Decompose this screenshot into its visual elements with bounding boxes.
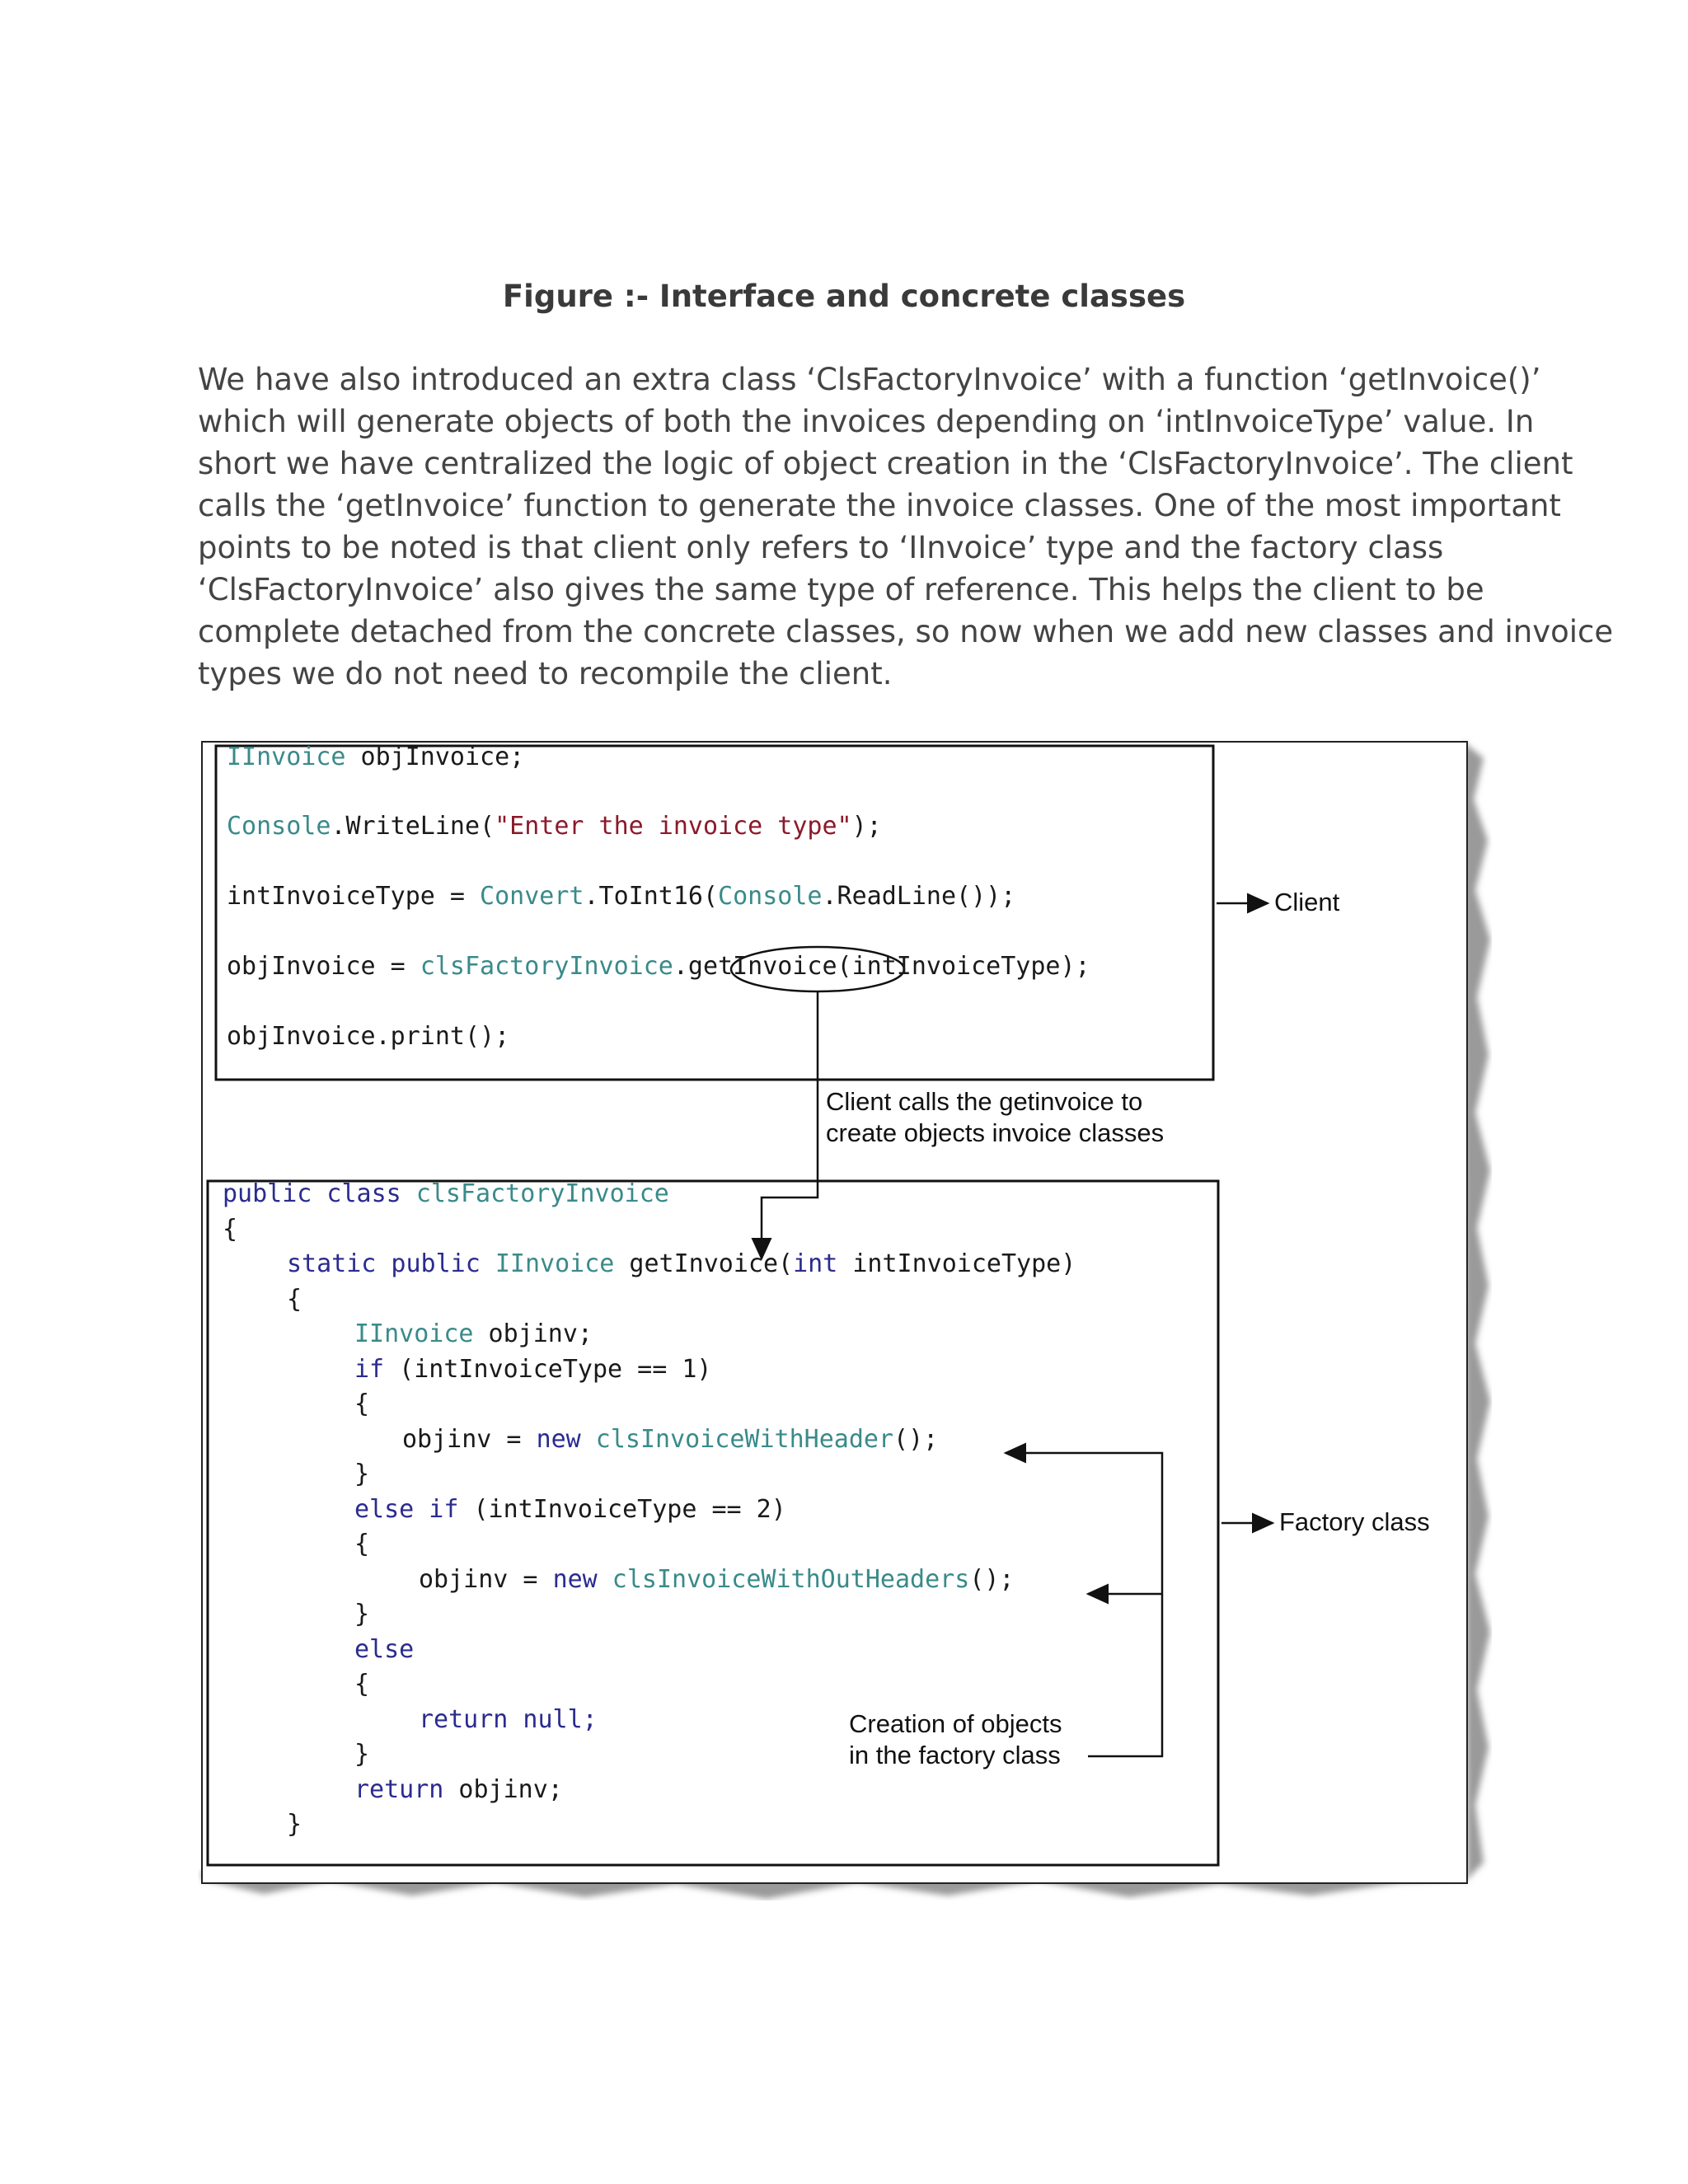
client-code-line-4 (227, 953, 1090, 981)
code-text-token: .ToInt16( (584, 882, 719, 911)
factory-class-label: Factory class (1279, 1507, 1430, 1536)
factory-code-line-2 (223, 1216, 237, 1244)
code-text-token: } (354, 1740, 370, 1769)
code-string-token: "Enter the invoice type" (495, 812, 852, 841)
code-keyword-token: if (354, 1355, 385, 1384)
figure-caption: Figure :- Interface and concrete classes (502, 279, 1186, 314)
paragraph-line: points to be noted is that client only refers to ‘IInvoice’ type and the factory class (198, 530, 1444, 565)
client-code-line-5 (227, 1023, 509, 1051)
factory-code-line-13 (354, 1601, 369, 1629)
code-text-token: } (354, 1600, 370, 1629)
calls-note-line-1: Client calls the getinvoice to (826, 1087, 1143, 1116)
code-text-token: { (223, 1215, 238, 1244)
code-text-token: objInvoice; (345, 743, 525, 771)
factory-code-line-3 (287, 1250, 1076, 1278)
client-label: Client (1274, 888, 1340, 916)
code-text-token: (); (893, 1425, 939, 1454)
factory-code-line-9 (354, 1460, 369, 1488)
factory-code-line-5 (354, 1320, 593, 1348)
code-text-token: objInvoice.print(); (227, 1022, 510, 1051)
paragraph-line: types we do not need to recompile the client. (198, 656, 893, 691)
paragraph-line: We have also introduced an extra class ‘ClsFactoryInvoice’ with a function ‘getInvoice()’ (198, 362, 1541, 397)
code-text-token: intInvoiceType) (837, 1249, 1076, 1278)
factory-code-line-16 (419, 1706, 598, 1734)
client-code-line-1 (227, 743, 524, 771)
calls-note-line-2: create objects invoice classes (826, 1118, 1165, 1147)
code-type-token: Console (718, 882, 823, 911)
factory-code-line-4 (287, 1286, 302, 1314)
code-text-token: .ReadLine()); (822, 882, 1016, 911)
factory-code-line-14 (354, 1636, 414, 1664)
code-keyword-token: int (793, 1249, 838, 1278)
factory-code-line-6 (354, 1356, 711, 1384)
code-text-token: . (673, 952, 688, 981)
paragraph-line: ‘ClsFactoryInvoice’ also gives the same type of reference. This helps the client to be (198, 572, 1484, 607)
code-type-token: clsInvoiceWithOutHeaders (597, 1565, 970, 1594)
creation-note-line-2: in the factory class (849, 1741, 1061, 1769)
factory-code-line-18 (354, 1776, 563, 1804)
code-keyword-token: new (536, 1425, 581, 1454)
factory-code-line-8 (402, 1426, 938, 1454)
code-keyword-token: else (354, 1635, 415, 1664)
factory-code-line-15 (354, 1671, 369, 1699)
factory-code-line-1 (223, 1180, 669, 1208)
paragraph-line: short we have centralized the logic of object creation in the ‘ClsFactoryInvoice’. The client (198, 446, 1573, 481)
code-text-token: getInvoice (687, 952, 837, 981)
code-text-token: (intInvoiceType); (837, 952, 1090, 981)
factory-code-line-10 (354, 1496, 786, 1524)
code-text-token: } (287, 1810, 302, 1839)
code-text-token: objinv; (443, 1775, 563, 1804)
code-diagram-figure (198, 725, 1500, 1920)
code-type-token: IInvoice (227, 743, 346, 771)
code-text-token: objinv; (473, 1319, 593, 1348)
code-text-token: (); (969, 1565, 1015, 1594)
code-keyword-token: return (419, 1705, 509, 1734)
factory-code-line-7 (354, 1390, 369, 1418)
code-keyword-token: static public (287, 1249, 481, 1278)
code-type-token: IInvoice (354, 1319, 474, 1348)
code-text-token: getInvoice( (614, 1249, 794, 1278)
factory-code-line-17 (354, 1741, 369, 1769)
paragraph-line: which will generate objects of both the invoices depending on ‘intInvoiceType’ value. In (198, 404, 1535, 439)
code-type-token: clsInvoiceWithHeader (580, 1425, 894, 1454)
code-text-token: objInvoice = (227, 952, 420, 981)
creation-note-line-1: Creation of objects (849, 1709, 1062, 1738)
factory-code-line-19 (287, 1811, 302, 1839)
code-keyword-token: public class (223, 1179, 401, 1208)
code-type-token: clsFactoryInvoice (415, 1179, 669, 1208)
client-code-line-3 (227, 883, 1015, 911)
paragraph-line: calls the ‘getInvoice’ function to generate the invoice classes. One of the most important (198, 488, 1561, 523)
code-text-token: } (354, 1460, 370, 1488)
code-text-token: objinv = (402, 1425, 537, 1454)
code-text-token: { (354, 1670, 370, 1699)
code-type-token: Console (227, 812, 331, 841)
code-keyword-token: return (354, 1775, 444, 1804)
code-type-token: clsFactoryInvoice (420, 952, 673, 981)
code-text-token: (intInvoiceType == 2) (458, 1495, 786, 1524)
code-type-token: Convert (480, 882, 584, 911)
code-text-token: (intInvoiceType == 1) (384, 1355, 712, 1384)
body-paragraph (198, 359, 1614, 695)
paragraph-line: complete detached from the concrete classes, so now when we add new classes and invoice (198, 614, 1614, 649)
code-text-token: { (354, 1530, 370, 1558)
code-keyword-token: null; (508, 1705, 598, 1734)
code-text-token: objinv = (419, 1565, 553, 1594)
factory-code-line-11 (354, 1530, 369, 1558)
code-text-token: ); (851, 812, 882, 841)
client-code-line-2 (227, 813, 882, 841)
code-text-token: { (354, 1390, 370, 1418)
code-keyword-token: new (552, 1565, 598, 1594)
code-keyword-token: else if (354, 1495, 459, 1524)
code-type-token: IInvoice (495, 1249, 615, 1278)
code-text-token: intInvoiceType = (227, 882, 481, 911)
factory-code-line-12 (419, 1566, 1014, 1594)
code-text-token: { (287, 1285, 302, 1314)
code-text-token: .WriteLine( (331, 812, 495, 841)
